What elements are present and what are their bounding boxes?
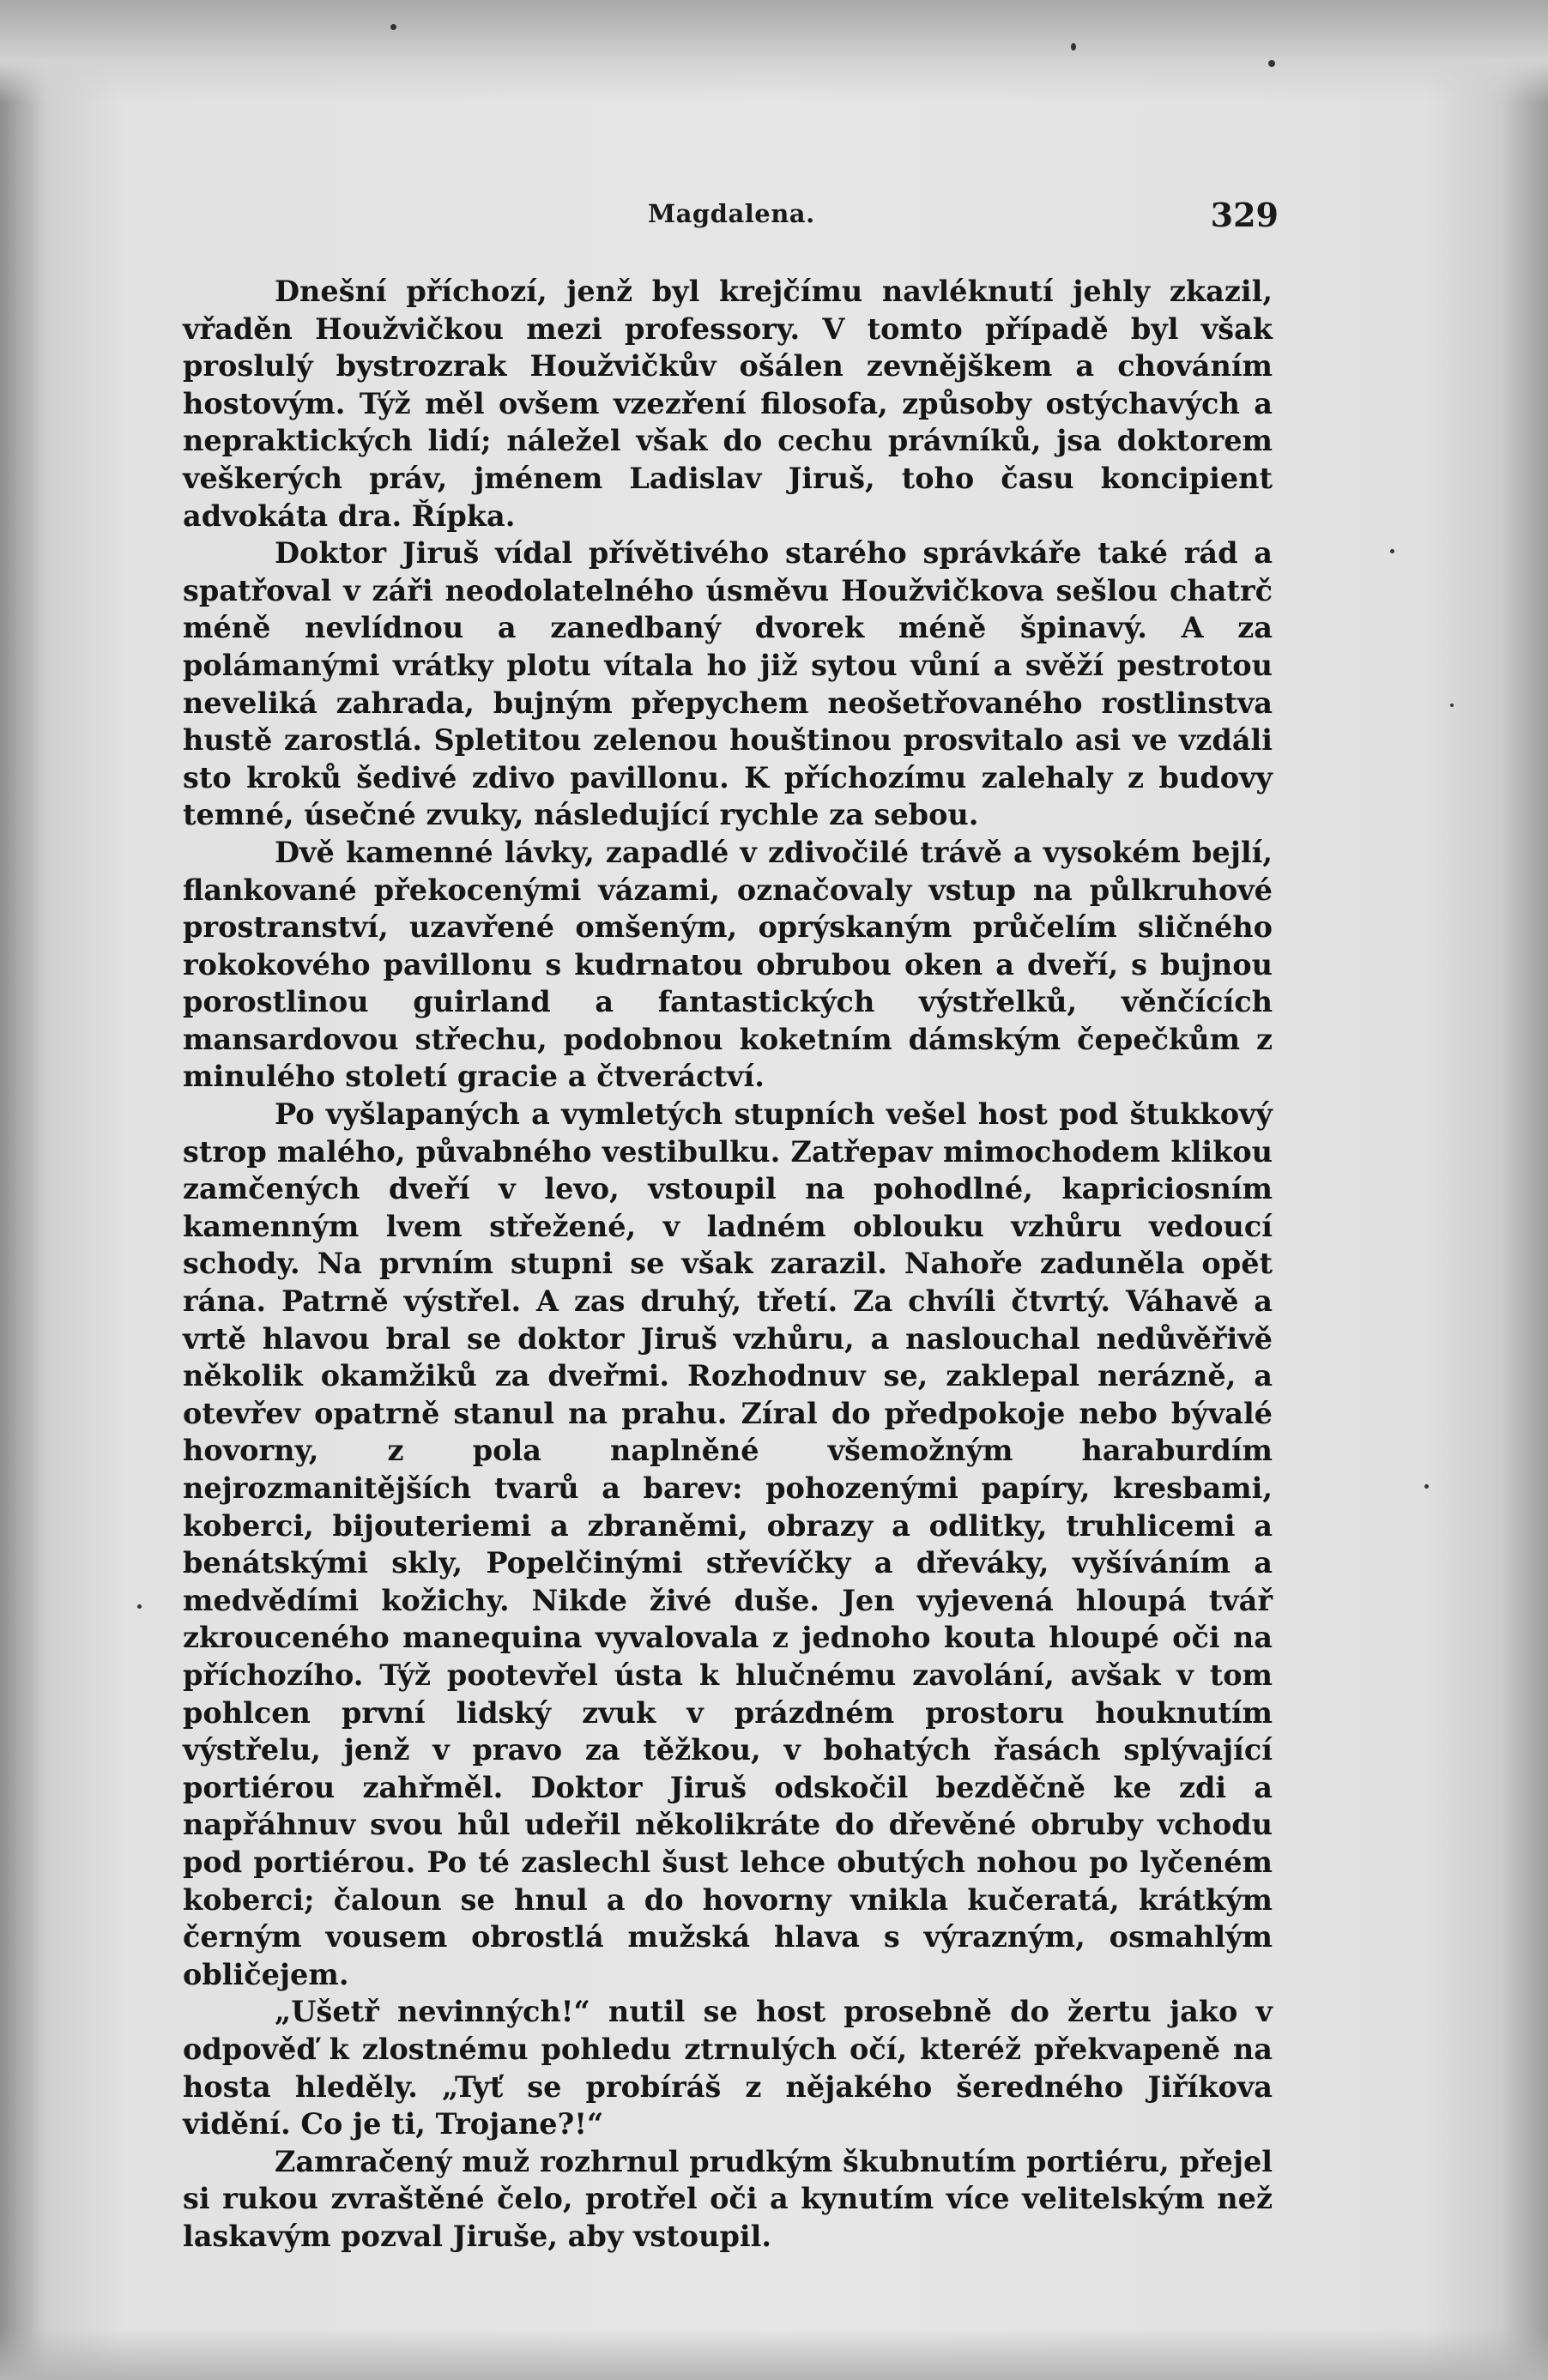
scan-speck [1390, 549, 1394, 553]
paragraph: Dnešní příchozí, jenž byl krejčímu navléknutí jehly zkazil, vřaděn Houžvičkou mezi professory. V tomto případě byl však proslulý bystrozrak Houžvičkův ošálen zevnějškem a chováním hostovým. Týž měl ovšem vzezření filosofa, způsoby ostýchavých a nepraktických lidí; náležel však do cechu právníků, jsa doktorem veškerých práv, jménem Ladislav Jiruš, toho času koncipient advokáta dra. Řípka. [183, 275, 1273, 533]
scan-speck [1450, 704, 1454, 707]
scan-top-edge-shading [0, 0, 1548, 103]
page-header [184, 196, 1279, 235]
scan-speck [390, 24, 396, 30]
scan-speck [1268, 60, 1275, 67]
body-text [183, 273, 1273, 2255]
running-head: Magdalena. [648, 199, 815, 228]
paragraph: Po vyšlapaných a vymletých stupních vešel host pod štukkový strop malého, půvabného vestibulku. Zatřepav mimochodem klikou zamčených dveří v levo, vstoupil na pohodlné, kapriciosním kamenným lvem střežené, v ladném oblouku vzhůru vedoucí schody. Na prvním stupni se však zarazil. Nahoře zaduněla opět rána. Patrně výstřel. A zas druhý, třetí. Za chvíli čtvrtý. Váhavě a vrtě hlavou bral se doktor Jiruš vzhůru, a naslouchal nedůvěřivě několik okamžiků za dveřmi. Rozhodnuv se, zaklepal nerázně, a otevřev opatrně stanul na prahu. Zíral do předpokoje nebo bývalé hovorny, z pola naplněné všemožným haraburdím nejrozmanitějších tvarů a barev: pohozenými papíry, kresbami, koberci, bijouteriemi a zbraněmi, obrazy a odlitky, truhlicemi a benátskými skly, Popelčinými střevíčky a dřeváky, vyšíváním a medvědími kožichy. Nikde živé duše. Jen vyjevená hloupá tvář zkrouceného manequina vyvalovala z jednoho kouta hloupé oči na příchozího. Týž pootevřel ústa k hlučnému zavolání, avšak v tom pohlcen první lidský zvuk v prázdném prostoru houknutím výstřelu, jenž v pravo za těžkou, v bohatých řasách splývající portiérou zahřměl. Doktor Jiruš odskočil bezděčně ke zdi a napřáhnuv svou hůl udeřil několikráte do dřevěné obruby vchodu pod portiérou. Po té zaslechl šust lehce obutých nohou po lyčeném koberci; čaloun se hnul a do hovorny vnikla kučeratá, krátkým černým vousem obrostlá mužská hlava s výrazným, osmahlým obličejem. [183, 1097, 1273, 1991]
scan-bottom-edge-shading [0, 2329, 1548, 2380]
page-number: 329 [1210, 196, 1279, 234]
scan-speck [137, 1604, 142, 1609]
paragraph: Zamračený muž rozhrnul prudkým škubnutím portiéru, přejel si rukou zvraštěné čelo, protřel oči a kynutím více velitelským než laskavým pozval Jiruše, aby vstoupil. [183, 2144, 1273, 2253]
paragraph: Dvě kamenné lávky, zapadlé v zdivočilé trávě a vysokém bejlí, flankované překocenými vázami, označovaly vstup na půlkruhové prostranství, uzavřené omšeným, oprýskaným průčelím sličného rokokového pavillonu s kudrnatou obrubou oken a dveří, s bujnou porostlinou guirland a fantastických výstřelků, věnčících mansardovou střechu, podobnou koketním dámským čepečkům z minulého století gracie a čtveráctví. [183, 835, 1273, 1094]
scan-speck [1071, 43, 1076, 51]
scan-speck [1424, 1484, 1429, 1489]
paragraph: „Ušetř nevinných!“ nutil se host prosebně do žertu jako v odpověď k zlostnému pohledu ztrnulých očí, kteréž překvapeně na hosta hleděly. „Tyť se probíráš z nějakého šeredného Jiříkova vidění. Co je ti, Trojane?!“ [183, 1995, 1273, 2141]
paragraph: Doktor Jiruš vídal přívětivého starého správkáře také rád a spatřoval v záři neodolatelného úsměvu Houžvičkova sešlou chatrč méně nevlídnou a zanedbaný dvorek méně špinavý. A za polámanými vrátky plotu vítala ho již sytou vůní a svěží pestrotou neveliká zahrada, bujným přepychem neošetřovaného rostlinstva hustě zarostlá. Spletitou zelenou houštinou prosvitalo asi ve vzdáli sto kroků šedivé zdivo pavillonu. K příchozímu zalehaly z budovy temné, úsečné zvuky, následující rychle za sebou. [183, 536, 1273, 832]
